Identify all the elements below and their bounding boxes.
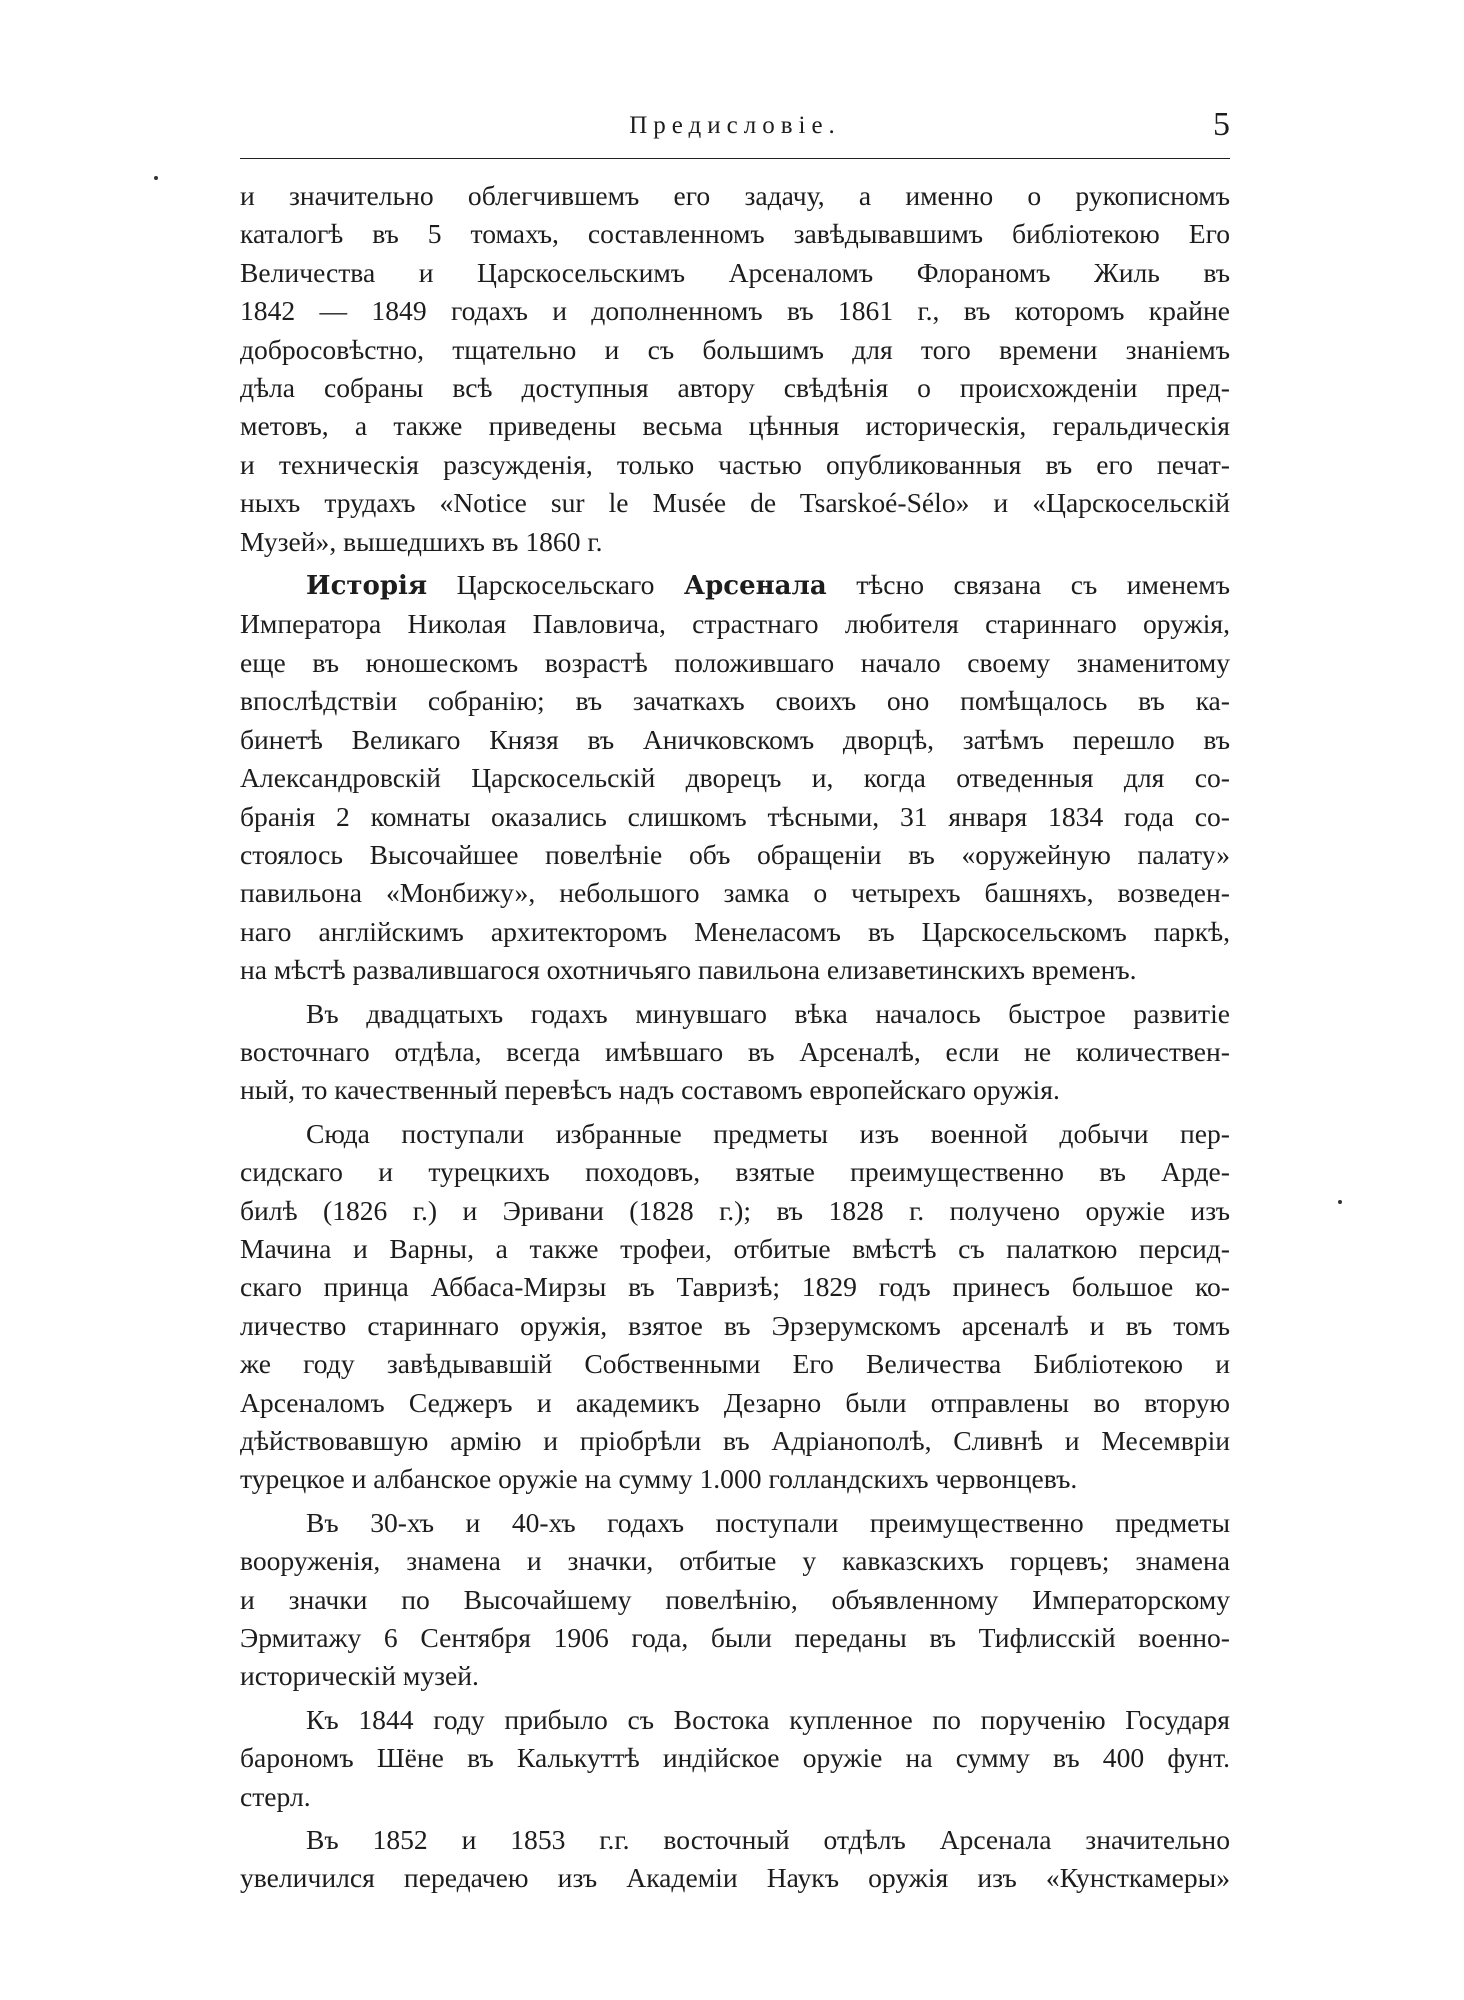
text-line: 1842 — 1849 годахъ и дополненномъ въ 1861 г., въ которомъ крайне: [240, 295, 1230, 327]
text-line: еще въ юношескомъ возрастѣ положившаго начало своему знаменитому: [240, 646, 1230, 678]
text-line: же году завѣдывавшій Собственными Его Величества Библіотекою и: [240, 1348, 1230, 1380]
text-line: Музей», вышедшихъ въ 1860 г.: [240, 525, 603, 557]
text-run: тѣсно связана съ именемъ: [826, 569, 1230, 601]
text-line: впослѣдствіи собранію; въ зачаткахъ своихъ оно помѣщалось въ ка-: [240, 685, 1230, 717]
text-line: и значительно облегчившемъ его задачу, а именно о рукописномъ: [240, 180, 1230, 211]
text-line: каталогѣ въ 5 томахъ, составленномъ завѣдывавшимъ библіотекою Его: [240, 218, 1230, 250]
text-line: и техническія разсужденія, только частью опубликованныя въ его печат-: [240, 448, 1230, 480]
page-number: 5: [1213, 106, 1230, 143]
print-speck: [1338, 1200, 1342, 1204]
text-line: ный, то качественный перевѣсъ надъ составомъ европейскаго оружія.: [240, 1074, 1060, 1106]
paragraph: [240, 177, 1230, 561]
text-line: барономъ Шёне въ Калькуттѣ индійское оружіе на сумму въ 400 фунт.: [240, 1742, 1230, 1774]
paragraph: [240, 566, 1230, 989]
text-line: дѣла собраны всѣ доступныя автору свѣдѣнія о происхожденіи пред-: [240, 372, 1230, 404]
text-line: Величества и Царскосельскимъ Арсеналомъ Флораномъ Жиль въ: [240, 256, 1230, 288]
text-run: Царскосельскаго: [427, 569, 684, 601]
text-line: Арсеналомъ Седжеръ и академикъ Дезарно были отправлены во вторую: [240, 1386, 1230, 1418]
text-line: Сюда поступали избранные предметы изъ военной добычи пер-: [306, 1117, 1230, 1149]
text-line: Мачина и Варны, а также трофеи, отбитые вмѣстѣ съ палаткою персид-: [240, 1232, 1230, 1264]
header-rule: [240, 158, 1230, 159]
text-line: бинетѣ Великаго Князя въ Аничковскомъ дворцѣ, затѣмъ перешло въ: [240, 723, 1230, 755]
paragraph: [240, 1115, 1230, 1499]
print-speck: [154, 176, 158, 180]
text-line: и значки по Высочайшему повелѣнію, объявленному Императорскому: [240, 1583, 1230, 1615]
text-line: сидскаго и турецкихъ походовъ, взятые преимущественно въ Арде-: [240, 1156, 1230, 1188]
text-line: скаго принца Аббаса-Мирзы въ Тавризѣ; 1829 годъ принесъ большое ко-: [240, 1271, 1230, 1303]
text-line: вооруженія, знамена и значки, отбитые у кавказскихъ горцевъ; знамена: [240, 1545, 1230, 1577]
bold-term: Арсенала: [683, 571, 827, 602]
running-header: [240, 106, 1230, 156]
text-line: Въ двадцатыхъ годахъ минувшаго вѣка началось быстрое развитіе: [306, 997, 1230, 1029]
text-line: добросовѣстно, тщательно и съ большимъ для того времени знаніемъ: [240, 333, 1230, 365]
text-line: Императора Николая Павловича, страстнаго любителя стариннаго оружія,: [240, 608, 1230, 640]
text-line: дѣйствовавшую армію и пріобрѣли въ Адріанополѣ, Сливнѣ и Месемвріи: [240, 1425, 1230, 1456]
text-line: увеличился передачею изъ Академіи Наукъ оружія изъ «Кунсткамеры»: [240, 1862, 1230, 1894]
text-line: ныхъ трудахъ «Notice sur le Musée de Tsarskoé-Sélo» и «Царскосельскій: [240, 487, 1230, 519]
text-line: [240, 566, 1230, 605]
paragraph: [240, 1504, 1230, 1696]
paragraph: [240, 1821, 1230, 1898]
bold-term: Исторія: [306, 571, 428, 602]
paragraph: [240, 995, 1230, 1110]
text-line: восточнаго отдѣла, всегда имѣвшаго въ Арсеналѣ, если не количествен-: [240, 1035, 1230, 1067]
text-line: билѣ (1826 г.) и Эривани (1828 г.); въ 1828 г. получено оружіе изъ: [240, 1194, 1230, 1226]
text-line: павильона «Монбижу», небольшого замка о четырехъ башняхъ, возведен-: [240, 877, 1230, 909]
text-line: Александровскій Царскосельскій дворецъ и, когда отведенныя для со-: [240, 762, 1230, 794]
text-line: стерл.: [240, 1780, 311, 1812]
text-line: личество стариннаго оружія, взятое въ Эрзерумскомъ арсеналѣ и въ томъ: [240, 1309, 1230, 1341]
text-line: бранія 2 комнаты оказались слишкомъ тѣсными, 31 января 1834 года со-: [240, 800, 1230, 832]
text-line: турецкое и албанское оружіе на сумму 1.000 голландскихъ червонцевъ.: [240, 1463, 1078, 1495]
running-title: Предисловіе.: [629, 112, 841, 139]
body-text: [240, 177, 1230, 1898]
text-line: Въ 1852 и 1853 г.г. восточный отдѣлъ Арсенала значительно: [306, 1824, 1230, 1856]
paragraph: [240, 1701, 1230, 1816]
text-line: историческій музей.: [240, 1660, 479, 1692]
text-line: метовъ, а также приведены весьма цѣнныя историческія, геральдическія: [240, 410, 1230, 442]
text-line: стоялось Высочайшее повелѣніе объ обращеніи въ «оружейную палату»: [240, 838, 1230, 870]
text-line: Къ 1844 году прибыло съ Востока купленное по порученію Государя: [306, 1703, 1230, 1735]
text-line: Эрмитажу 6 Сентября 1906 года, были переданы въ Тифлисскій военно-: [240, 1622, 1230, 1654]
text-line: Въ 30-хъ и 40-хъ годахъ поступали преимущественно предметы: [306, 1506, 1230, 1538]
text-line: на мѣстѣ развалившагося охотничьяго павильона елизаветинскихъ временъ.: [240, 954, 1137, 986]
text-line: наго англійскимъ архитекторомъ Менеласомъ въ Царскосельскомъ паркѣ,: [240, 915, 1230, 947]
